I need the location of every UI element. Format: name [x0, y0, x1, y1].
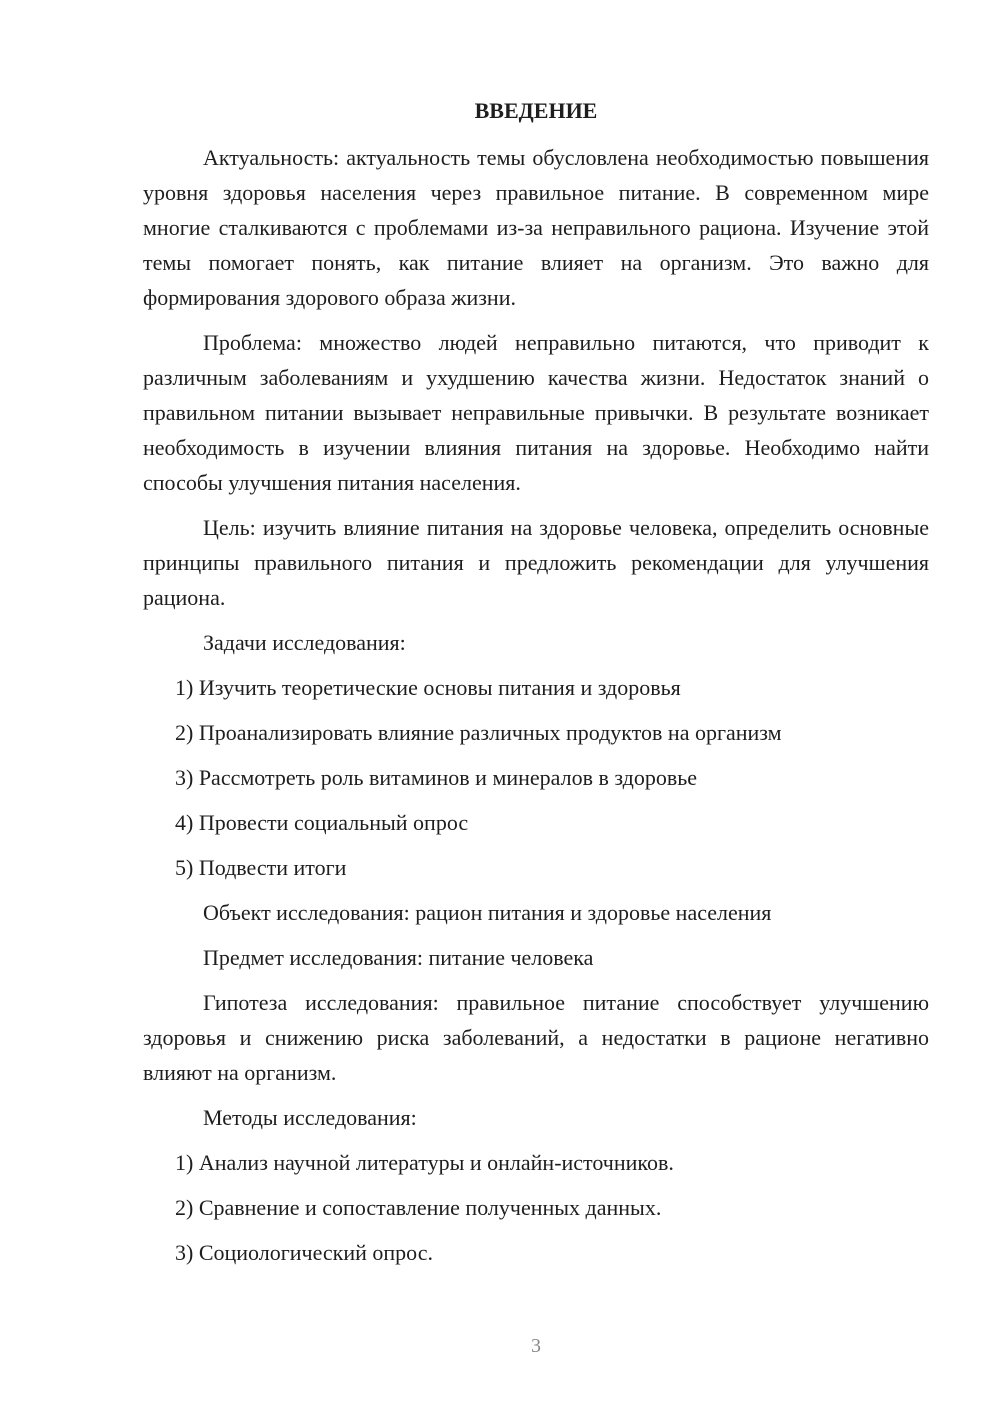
- page-title: ВВЕДЕНИЕ: [474, 98, 598, 123]
- task-item-3: 3) Рассмотреть роль витаминов и минералов в здоровье: [175, 765, 698, 790]
- tasks-heading: Задачи исследования:: [203, 630, 406, 655]
- method-item-1: 1) Анализ научной литературы и онлайн-источников.: [175, 1150, 674, 1175]
- task-item-2: 2) Проанализировать влияние различных продуктов на организм: [175, 720, 782, 745]
- method-item-2: 2) Сравнение и сопоставление полученных данных.: [175, 1195, 662, 1220]
- methods-heading: Методы исследования:: [203, 1105, 417, 1130]
- task-item-4: 4) Провести социальный опрос: [175, 810, 469, 835]
- task-item-5: 5) Подвести итоги: [175, 855, 347, 880]
- relevance-paragraph: Актуальность: актуальность темы обусловлена необходимостью повышения уровня здоровья населения через правильное питание. В современном мире многие сталкиваются с проблемами из-за неправильного рациона. Изучение этой темы помогает понять, как питание влияет на организм. Это важно для формирования здорового образа жизни.: [143, 145, 929, 310]
- page-number: 3: [531, 1335, 541, 1357]
- page-content: [143, 96, 929, 1280]
- research-subject: Предмет исследования: питание человека: [203, 945, 594, 970]
- problem-paragraph: Проблема: множество людей неправильно питаются, что приводит к различным заболеваниям и ухудшению качества жизни. Недостаток знаний о правильном питании вызывает неправильные привычки. В результате возникает необходимость в изучении влияния питания на здоровье. Необходимо найти способы улучшения питания населения.: [143, 330, 929, 495]
- hypothesis-paragraph: Гипотеза исследования: правильное питание способствует улучшению здоровья и снижению риска заболеваний, а недостатки в рационе негативно влияют на организм.: [143, 990, 929, 1085]
- task-item-1: 1) Изучить теоретические основы питания и здоровья: [175, 675, 681, 700]
- method-item-3: 3) Социологический опрос.: [175, 1240, 433, 1265]
- research-object: Объект исследования: рацион питания и здоровье населения: [203, 900, 772, 925]
- goal-paragraph: Цель: изучить влияние питания на здоровье человека, определить основные принципы правильного питания и предложить рекомендации для улучшения рациона.: [143, 515, 929, 610]
